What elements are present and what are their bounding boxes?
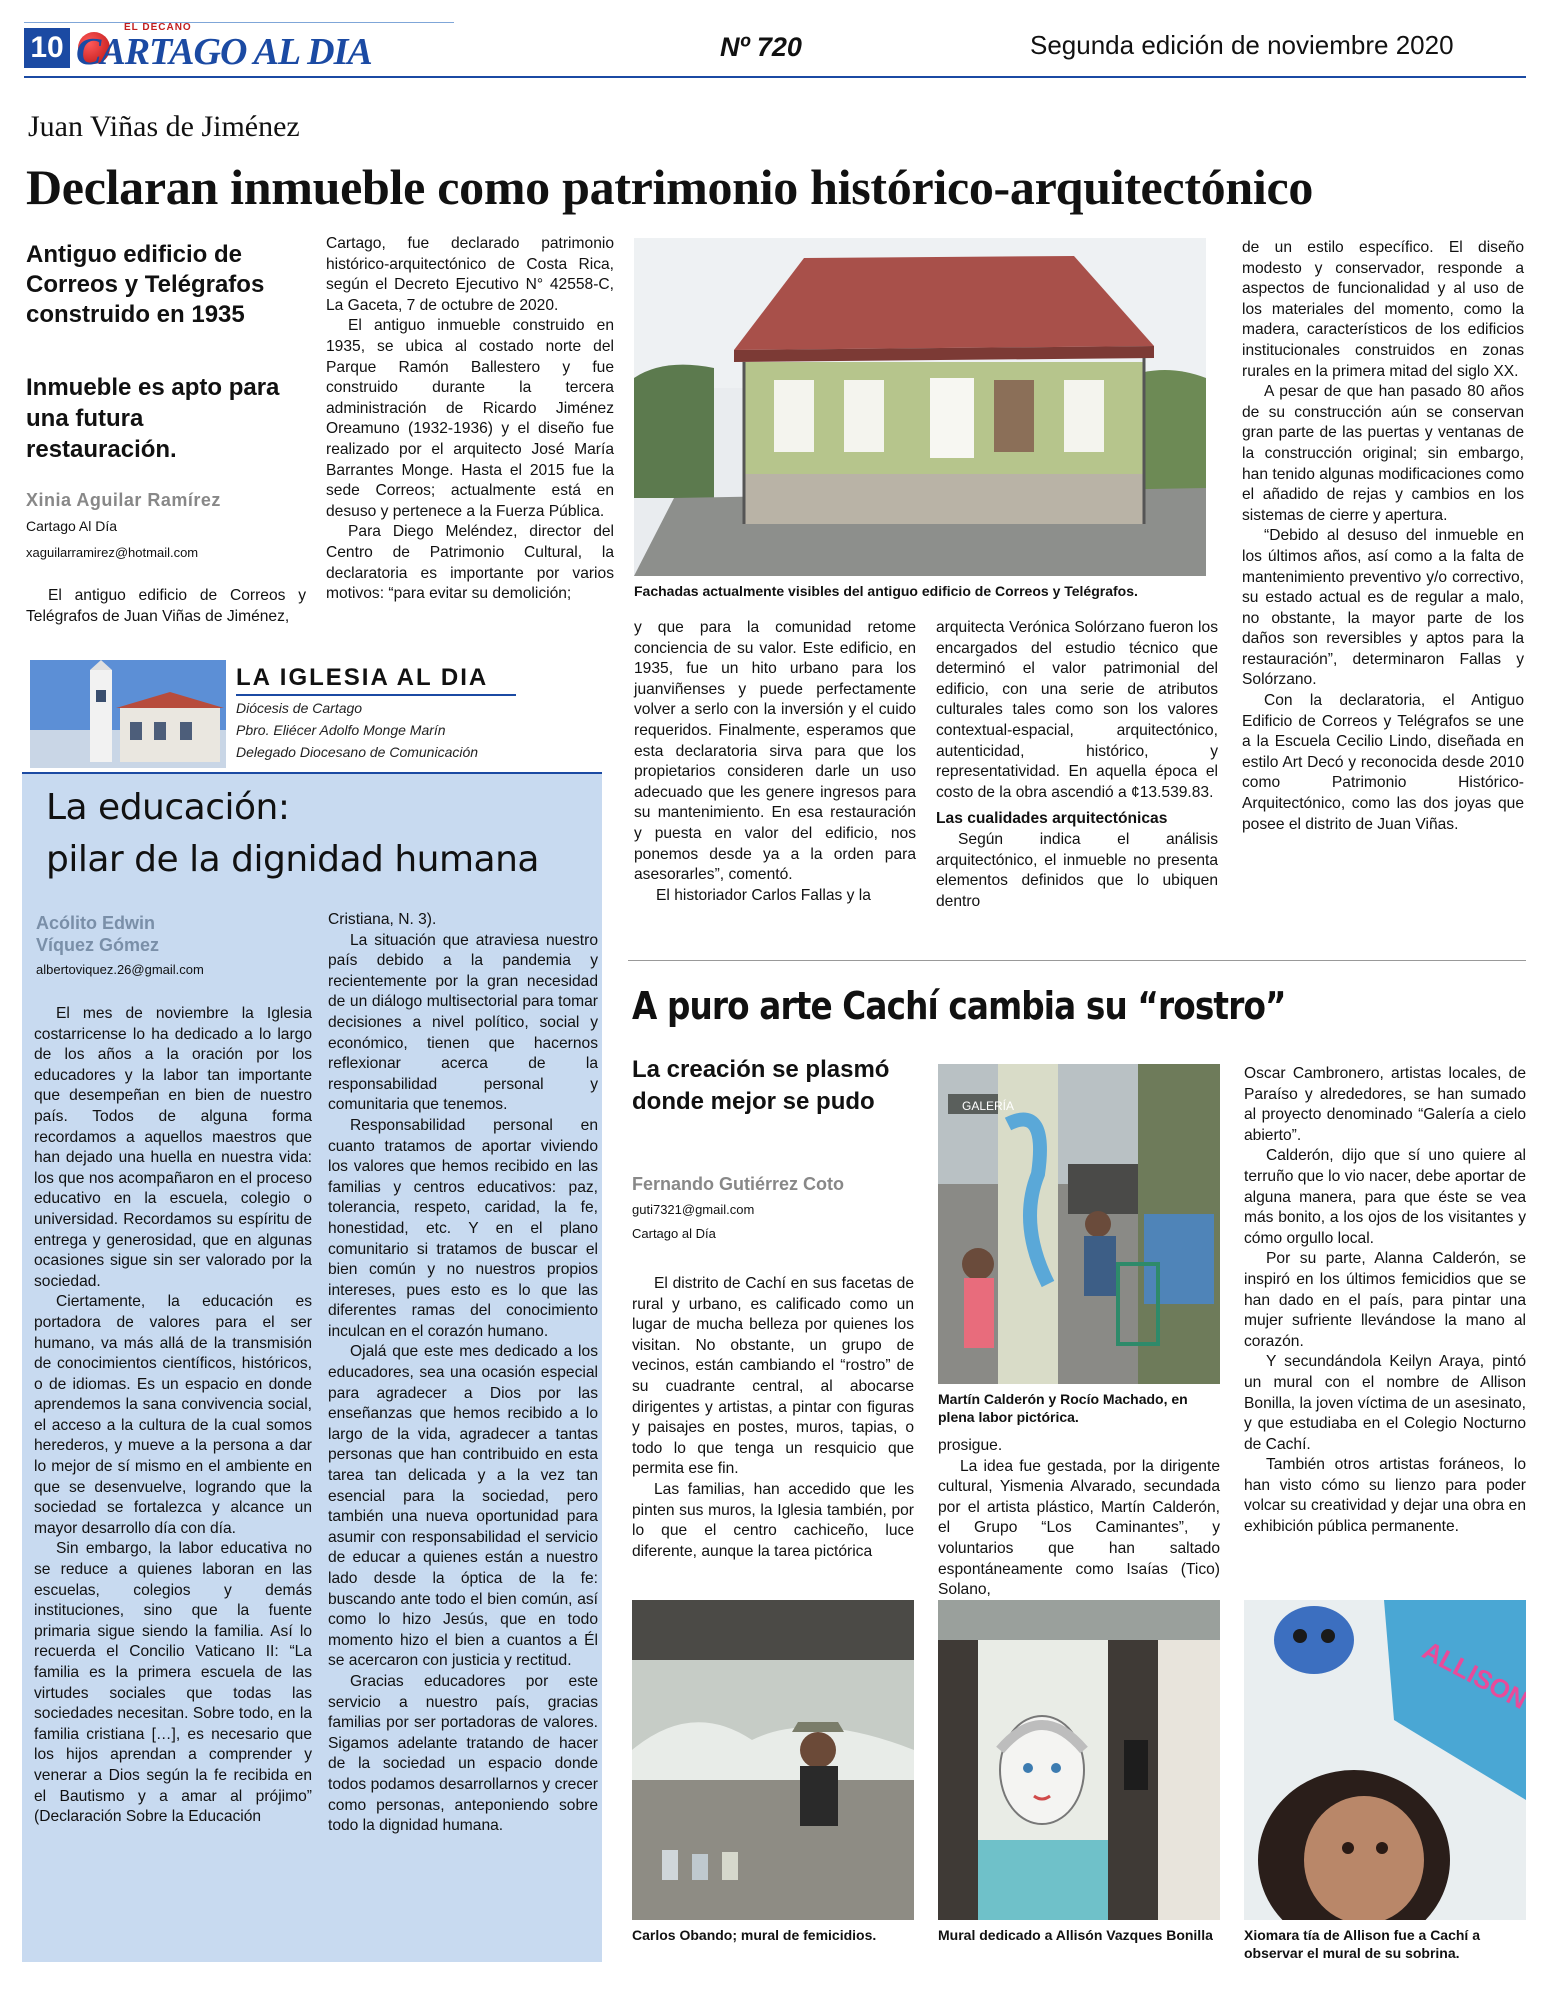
logo-text: CARTAGO AL DIA: [76, 31, 372, 73]
paragraph: Sin embargo, la labor educativa no se reduce a quienes laboran en las escuelas, colegios y demás instituciones, sino que la fuente primaria sigue siendo la familia. Así lo recuerda el Concilio Vaticano II: “La familia es la primera escuela de las virtudes sociales que todas las sociedades necesitan. Sobre todo, en la familia cristiana […], es necesario que los hijos aprendan a comprender y venerar a Dios según la fe recibida en el Bautismo y a amar al prójimo” (Declaración Sobre la Educación: [34, 1540, 312, 1826]
paragraph: Según indica el análisis arquitectónico, el inmueble no presenta elementos definidos que lo ubiquen dentro: [936, 830, 1218, 910]
xiomara-photo-art: [1244, 1600, 1526, 1920]
paragraph: Ciertamente, la educación es portadora de valores para el ser humano, va más allá de la transmisión de conocimientos científicos, históricos, o de idiomas. Es un espacio en donde aprendemos la sana convivencia social, el acceso a la cultura de la cual somos herederos, y mueve a la persona a dar lo mejor de sí mismo en el ambiente en que se desenvuelve, logrando que la sociedad se fortalezca y alcance un mayor desarrollo día con día.: [34, 1293, 312, 1537]
paragraph: Y secundándola Keilyn Araya, pintó un mural con el nombre de Allison Bonilla, la joven víctima de un asesinato, y que estudiaba en el Colegio Nocturno de Cachí.: [1244, 1353, 1526, 1453]
edition-label: Segunda edición de noviembre 2020: [1030, 30, 1454, 60]
church-column-1: [34, 1004, 312, 1828]
church-article-title: [46, 782, 539, 886]
title-line-1: La educación:: [46, 787, 290, 828]
building-photo: [634, 238, 1206, 576]
paragraph: El mes de noviembre la Iglesia costarricense lo ha dedicado a lo largo de los años a la oración por los educadores y la labor tan importante que desempeñan en bien de nuestro país. Todos de alguna forma recordamos a aquellos maestros que han dejado una huella en nuestra vida: los que nos acompañaron en el proceso educativo en la escuela, colegio o universidad. Recordamos su espíritu de entrega y generosidad, que en algunas ocasiones sigue sin ser valorado por la sociedad.: [34, 1005, 312, 1290]
paragraph: También otros artistas foráneos, lo han visto cómo su lienzo para poder volcar su creatividad y dejar una obra en exhibición pública permanente.: [1244, 1456, 1526, 1536]
paragraph: El antiguo edificio de Correos y Telégrafos de Juan Viñas de Jiménez,: [26, 587, 306, 625]
building-photo-art: [634, 238, 1206, 576]
paragraph: Oscar Cambronero, artistas locales, de Paraíso y alrededores, se han sumado al proyecto denominado “Galería a cielo abierto”.: [1244, 1065, 1526, 1144]
church-author-email: albertoviquez.26@gmail.com: [36, 962, 204, 977]
masthead-logo: [76, 22, 372, 73]
article-column-4: [936, 618, 1218, 912]
painters-photo: [938, 1064, 1220, 1384]
paragraph: Cristiana, N. 3).: [328, 911, 437, 928]
page-number: 10: [24, 28, 70, 68]
shop-sign-text: GALERÍA: [962, 1099, 1015, 1113]
author-organization: Cartago Al Día: [26, 518, 118, 534]
article-author: Xinia Aguilar Ramírez: [26, 490, 221, 510]
section-subheading: Las cualidades arquitectónicas: [936, 810, 1168, 828]
cachi-subhead: La creación se plasmó donde mejor se pudo: [632, 1056, 890, 1115]
article-subhead-2: Inmueble es apto para una futura restauración.: [26, 374, 280, 463]
obando-photo: [632, 1600, 914, 1920]
xiomara-photo-caption: Xiomara tía de Allison fue a Cachí a observar el mural de su sobrina.: [1244, 1927, 1480, 1961]
article-column-2: [326, 234, 614, 605]
paragraph: A pesar de que han pasado 80 años de su construcción aún se conservan gran parte de las puertas y ventanas de la construcción original; sin embargo, han tenido algunas modificaciones como el añadido de rejas y cambios en los sistemas de cierre y apertura.: [1242, 383, 1524, 524]
paragraph: La situación que atraviesa nuestro país debido a la pandemia y recientemente por la gran necesidad de un diálogo multisectorial para tomar decisiones a nivel político, social y económico, tienen que hacernos reflexionar acerca de la responsabilidad personal y comunitaria que tenemos.: [328, 931, 598, 1114]
article-location: Juan Viñas de Jiménez: [28, 110, 300, 143]
cachi-author-email: guti7321@gmail.com: [632, 1202, 755, 1217]
article-headline: Declaran inmueble como patrimonio histórico-arquitectónico: [26, 159, 1314, 215]
paragraph: El historiador Carlos Fallas y la: [656, 886, 871, 904]
paragraph: La idea fue gestada, por la dirigente cultural, Yismenia Alvarado, secundada por el artista plástico, Martín Calderón, el Grupo “Los Caminantes”, y voluntarios que han saltado espontáneamente como Isaías (Tico) Solano,: [938, 1457, 1220, 1599]
church-priest: Pbro. Eliécer Adolfo Monge Marín: [236, 722, 446, 738]
author-line-1: Acólito Edwin: [36, 913, 155, 933]
paragraph: Para Diego Meléndez, director del Centro de Patrimonio Cultural, la declaratoria es importante por varios motivos: “para evitar su demolición;: [326, 523, 614, 603]
cachi-column-1: [632, 1274, 914, 1562]
paragraph: El distrito de Cachí en sus facetas de rural y urbano, es calificado como un lugar de mucha belleza por quienes los visitan. No obstante, un grupo de vecinos, están cambiando el “rostro” de su cuadrante central, al abocarse dirigentes y artistas, a pintar con figuras y paisajes en postes, muros, tapias, o todo lo que tenga un resquicio que permita ese fin.: [632, 1275, 914, 1478]
painters-photo-art: [938, 1064, 1220, 1384]
paragraph: arquitecta Verónica Solórzano fueron los encargados del estudio técnico que determinó el valor patrimonial del edificio, con una serie de atributos culturales tales como son los valores contextual-espacial, arquitectónico, autenticidad, histórico, y representatividad. En aquella época el costo de la obra ascendió a ¢13.539.83.: [936, 619, 1218, 801]
author-line-2: Víquez Gómez: [36, 935, 160, 955]
article-column-5: [1242, 238, 1524, 835]
church-role: Delegado Diocesano de Comunicación: [236, 744, 479, 760]
article-column-1: [26, 586, 306, 627]
church-diocese: Diócesis de Cartago: [236, 700, 363, 716]
church-article-author: [36, 912, 159, 956]
paragraph: Gracias educadores por este servicio a nuestro país, gracias familias por ser portadoras de valores. Sigamos adelante tratando de hacer de la sociedad un espacio donde todos podamos desarrollarnos y crecer como personas, anteponiendo sobre todo la dignidad humana.: [328, 1672, 598, 1835]
section-divider: [628, 960, 1526, 961]
author-email: xaguilarramirez@hotmail.com: [26, 545, 199, 560]
paragraph: Cartago, fue declarado patrimonio histórico-arquitectónico de Costa Rica, según el Decreto Ejecutivo N° 42558-C, La Gaceta, 7 de octubre de 2020.: [326, 235, 614, 314]
paragraph: Las familias, han accedido que les pinten sus muros, la Iglesia también, por lo que el centro cachiceño, luce diferente, aunque la tarea pictórica: [632, 1480, 914, 1560]
obando-photo-art: [632, 1600, 914, 1920]
article-column-3: [634, 618, 916, 906]
paragraph: prosigue.: [938, 1437, 1003, 1454]
church-column-2: [328, 910, 598, 1837]
paragraph: Con la declaratoria, el Antiguo Edificio de Correos y Telégrafos se une a la Escuela Cecilio Lindo, diseñada en estilo Art Decó y reconocida desde 2010 como Patrimonio Histórico-Arquitectónico, como las dos joyas que posee el distrito de Juan Viñas.: [1242, 692, 1524, 833]
cachi-column-2: [938, 1436, 1220, 1601]
paragraph: Por su parte, Alanna Calderón, se inspiró en los últimos femicidios que se han dado en el país, para pintar una mujer sufriente llevándose la mano al corazón.: [1244, 1250, 1526, 1350]
paragraph: Responsabilidad personal en cuanto tratamos de aportar viviendo los valores que hemos recibido en las familias y centros educativos: paz, tolerancia, respeto, caridad, la fe, honestidad, etc. Y en el plano comunitario si tratamos de buscar el bien común y no nuestros propios intereses, pues esto es lo que las diferentes ramas del conocimiento inculcan en el corazón humano.: [328, 1116, 598, 1340]
paragraph: Ojalá que este mes dedicado a los educadores, sea una ocasión especial para agradecer a Dios por las enseñanzas que hemos recibido a lo largo de la vida, agradecer a tantas personas que han contribuido en esta tarea tan delicada y a la vez tan esencial para la sociedad, pero también una nueva oportunidad para asumir con responsabilidad el servicio de educar a quienes están a nuestro lado desde la óptica de la fe: buscando ante todo el bien común, así como lo hizo Jesús, que en todo momento hizo el bien a cuantos a Él se acercaron con justicia y rectitud.: [328, 1343, 598, 1670]
paragraph: El antiguo inmueble construido en 1935, se ubica al costado norte del Parque Ramón Ballestero y fue construido durante la tercera administración de Ricardo Jiménez Oreamuno (1932-1936) y el diseño fue realizado por el arquitecto José María Barrantes Monge. Hasta el 2015 fue la sede Correos; actualmente está en desuso y pertenece a la Fuerza Pública.: [326, 317, 614, 520]
mural-photo-caption: Mural dedicado a Allisón Vazques Bonilla: [938, 1927, 1213, 1943]
paragraph: “Debido al desuso del inmueble en los últimos años, así como a la falta de mantenimiento preventivo y/o correctivo, su estado actual es de regular a malo, no obstante, la mayor parte de los daños son reversibles y aptos para la restauración”, determinaron Fallas y Solórzano.: [1242, 527, 1524, 689]
cachi-author-org: Cartago al Día: [632, 1226, 716, 1241]
article-subhead: Antiguo edificio de Correos y Telégrafos construido en 1935: [26, 241, 265, 328]
mural-photo-art: [938, 1600, 1220, 1920]
mural-photo: [938, 1600, 1220, 1920]
paragraph: Calderón, dijo que sí uno quiere al terruño que lo vio nacer, debe aportar de alguna manera, para que éste se vea más bonito, a los ojos de los visitantes y cómo orgullo local.: [1244, 1147, 1526, 1247]
church-photo-art: [30, 660, 226, 768]
paragraph: de un estilo específico. El diseño modesto y conservador, responde a aspectos de funcionalidad y al uso de los materiales del momento, como la madera, característicos de los edificios institucionales construidos en zonas rurales en la primera mitad del siglo XX.: [1242, 239, 1524, 380]
cachi-headline: A puro arte Cachí cambia su “rostro”: [632, 984, 1286, 1028]
church-photo: [30, 660, 226, 768]
church-title-rule: [236, 694, 516, 696]
header-rule: [24, 76, 1526, 78]
title-line-2: pilar de la dignidad humana: [46, 839, 539, 880]
painters-photo-caption: Martín Calderón y Rocío Machado, en plena labor pictórica.: [938, 1391, 1188, 1425]
issue-number: Nº 720: [720, 32, 802, 62]
xiomara-photo: [1244, 1600, 1526, 1920]
logo-tagline: EL DECANO: [124, 22, 192, 33]
church-section-title: LA IGLESIA AL DIA: [236, 664, 489, 691]
paragraph: y que para la comunidad retome conciencia de su valor. Este edificio, en 1935, fue un hito urbano para los juanviñenses y puede perfectamente volver a serlo con la inversión y el cuido requeridos. Finalmente, esperamos que esta declaratoria sirva para que los propietarios consideren darle un uso adecuado que les genere ingresos para su mantenimiento. En esa restauración y puesta en valor del edificio, nos ponemos desde ya a la orden para asesorarles”, comentó.: [634, 619, 916, 884]
cachi-column-3: [1244, 1064, 1526, 1538]
building-photo-caption: Fachadas actualmente visibles del antiguo edificio de Correos y Telégrafos.: [634, 583, 1138, 599]
cachi-author: Fernando Gutiérrez Coto: [632, 1174, 845, 1194]
obando-photo-caption: Carlos Obando; mural de femicidios.: [632, 1927, 877, 1943]
